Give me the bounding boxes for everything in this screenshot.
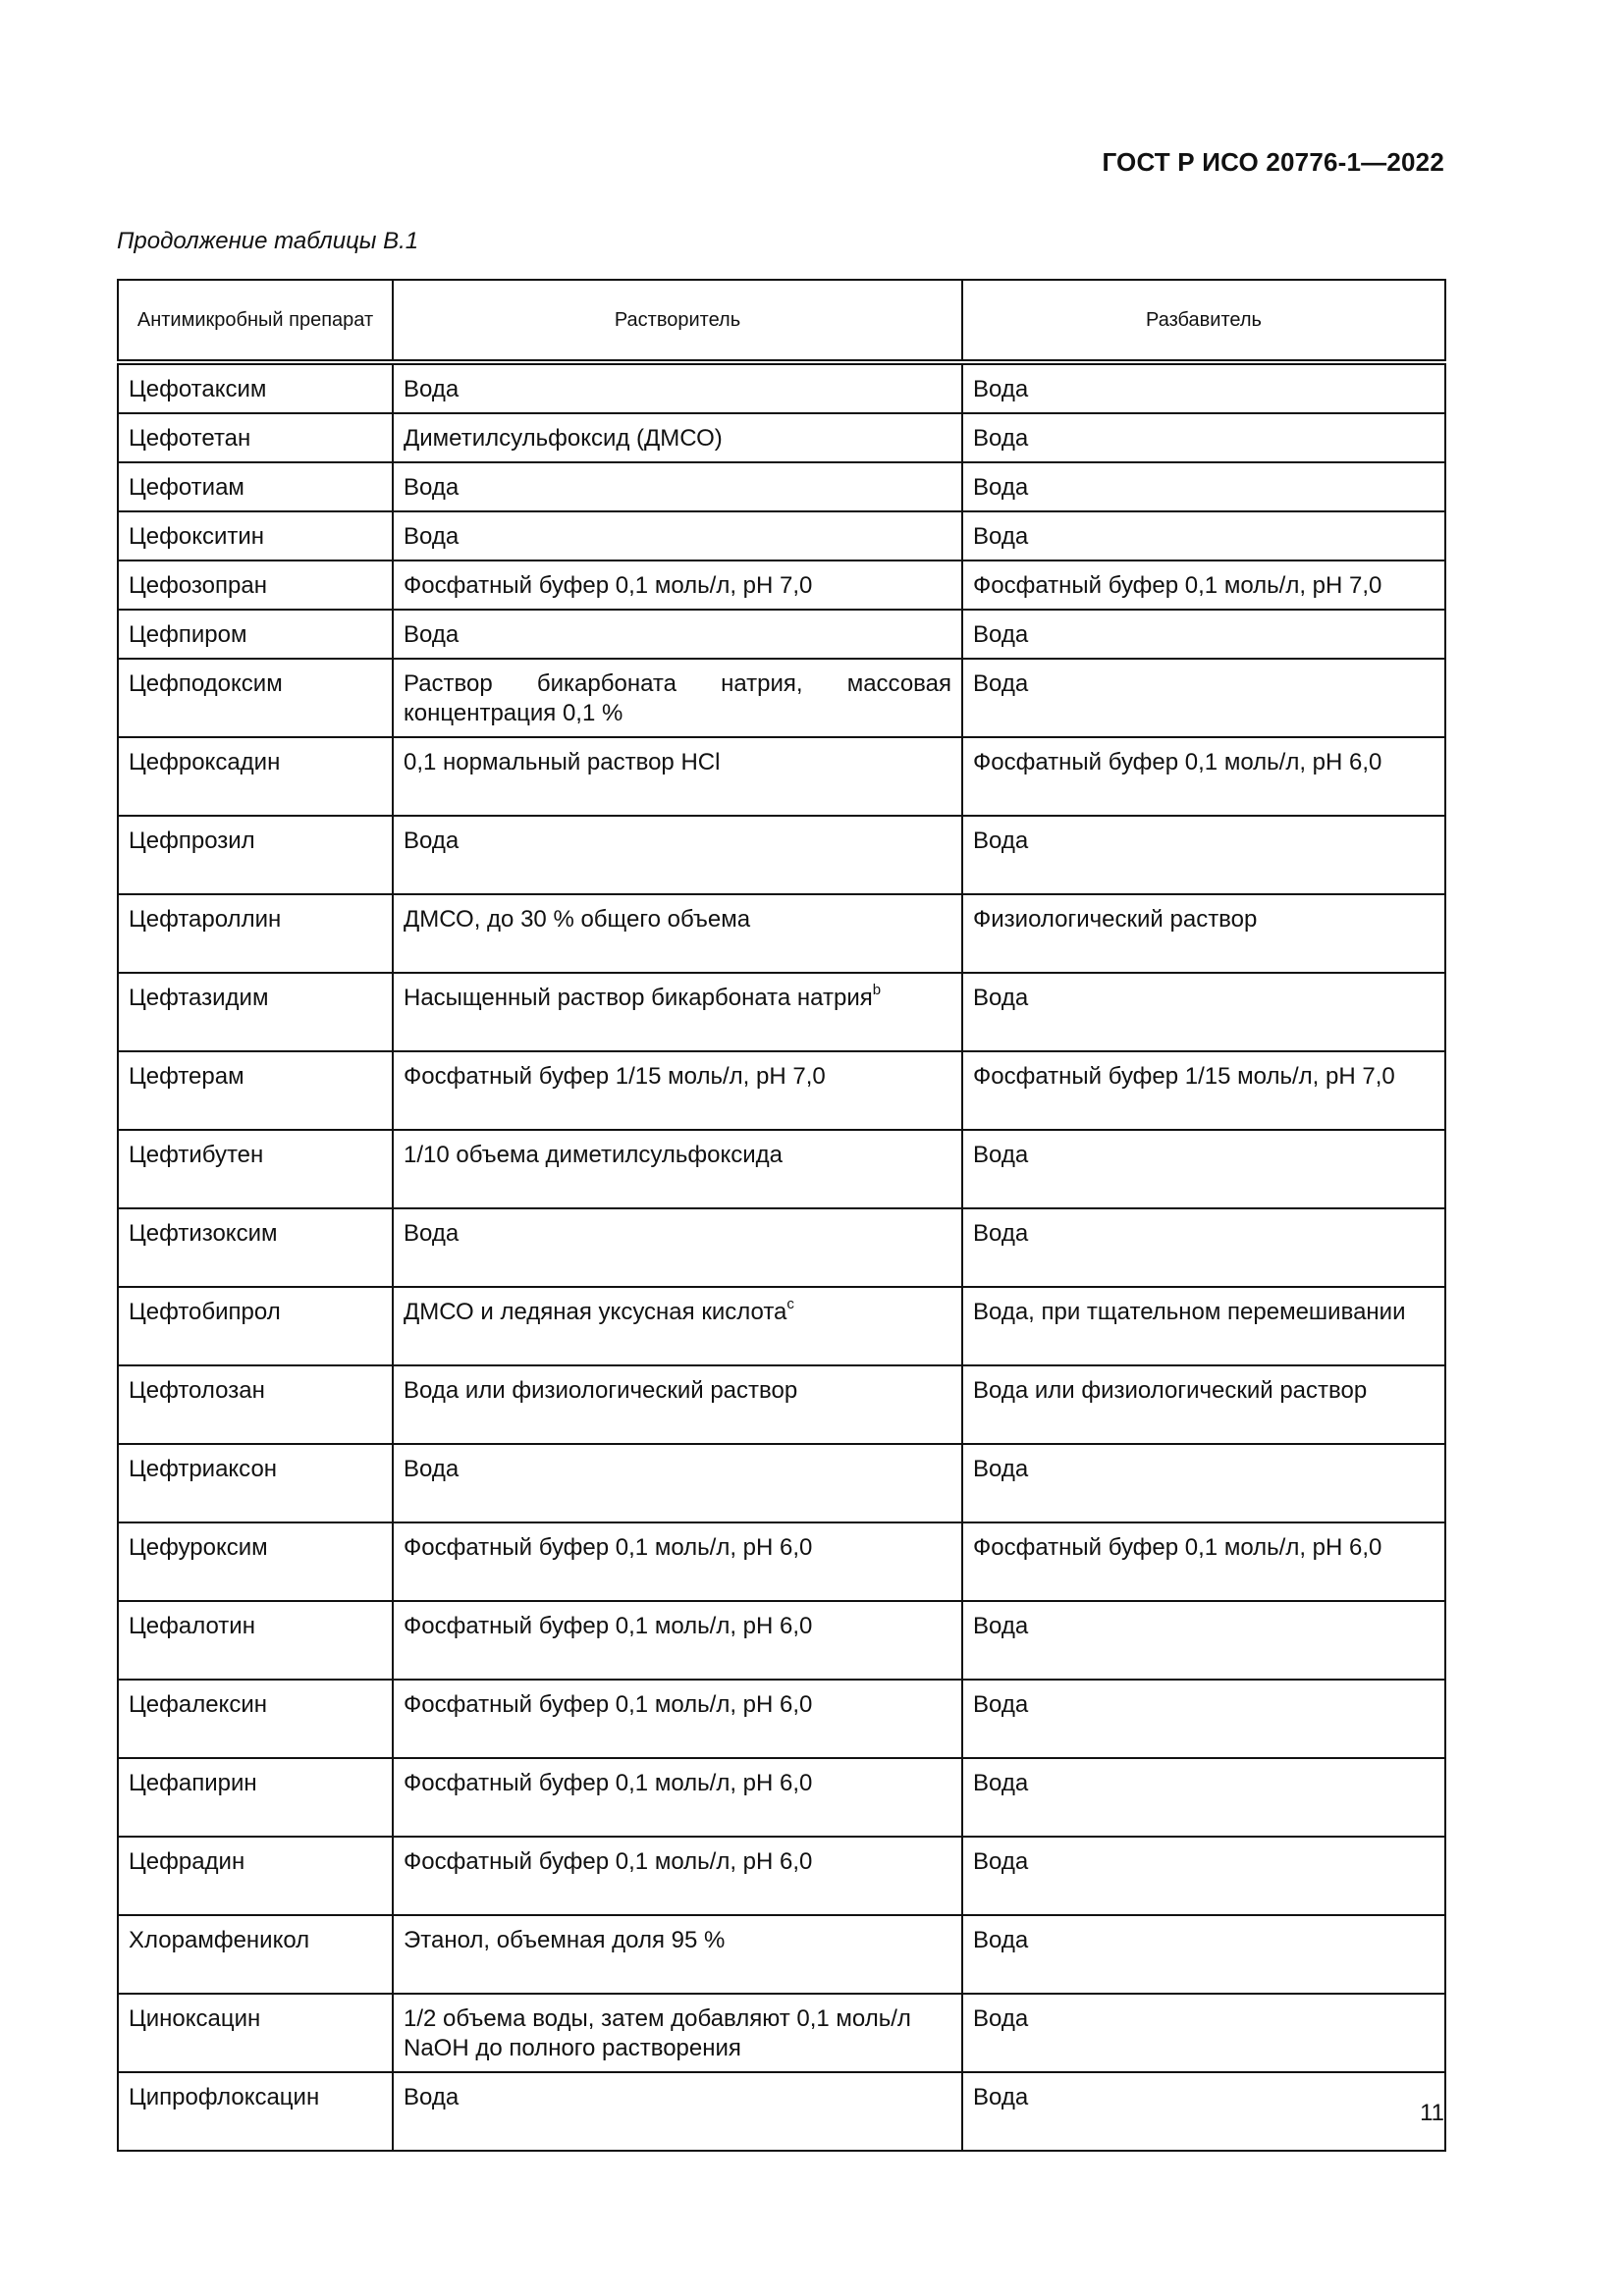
cell-drug: Цефтибутен: [118, 1130, 393, 1208]
cell-diluent: Вода: [962, 1758, 1445, 1837]
cell-solvent: Вода: [393, 511, 962, 561]
table-row: [118, 1837, 1445, 1915]
cell-diluent: Фосфатный буфер 0,1 моль/л, pH 7,0: [962, 561, 1445, 610]
table-row: [118, 511, 1445, 561]
table-row: [118, 1287, 1445, 1365]
cell-solvent: 1/2 объема воды, затем добавляют 0,1 моль/л NaOH до полного растворения: [393, 1994, 962, 2072]
cell-solvent: Раствор бикарбоната натрия, массовая концентрация 0,1 %: [393, 659, 962, 737]
cell-drug: Цефроксадин: [118, 737, 393, 816]
table-row: [118, 362, 1445, 413]
cell-diluent: Вода: [962, 511, 1445, 561]
cell-solvent: 0,1 нормальный раствор HCl: [393, 737, 962, 816]
cell-drug: Цефотиам: [118, 462, 393, 511]
cell-solvent: Вода: [393, 362, 962, 413]
table-row: [118, 1601, 1445, 1680]
cell-diluent: Вода: [962, 1680, 1445, 1758]
table-row: [118, 1994, 1445, 2072]
table-row: [118, 462, 1445, 511]
cell-diluent: Вода: [962, 1444, 1445, 1522]
cell-drug: Цефокситин: [118, 511, 393, 561]
cell-drug: Цефотетан: [118, 413, 393, 462]
table-row: [118, 737, 1445, 816]
cell-solvent: Вода или физиологический раствор: [393, 1365, 962, 1444]
column-header-drug: Антимикробный препарат: [118, 280, 393, 362]
cell-diluent: Вода: [962, 1994, 1445, 2072]
footnote-marker: b: [872, 982, 882, 998]
table-header: [118, 280, 1445, 362]
cell-solvent: Диметилсульфоксид (ДМСО): [393, 413, 962, 462]
cell-drug: Цефуроксим: [118, 1522, 393, 1601]
cell-solvent: Вода: [393, 1444, 962, 1522]
column-header-diluent: Разбавитель: [962, 280, 1445, 362]
cell-diluent: Вода: [962, 362, 1445, 413]
cell-drug: Цефтазидим: [118, 973, 393, 1051]
table-row: [118, 610, 1445, 659]
table-row: [118, 973, 1445, 1051]
table-row: [118, 1915, 1445, 1994]
table-row: [118, 413, 1445, 462]
cell-diluent: Фосфатный буфер 1/15 моль/л, pH 7,0: [962, 1051, 1445, 1130]
cell-diluent: Вода: [962, 413, 1445, 462]
cell-drug: Цефтароллин: [118, 894, 393, 973]
cell-diluent: Вода или физиологический раствор: [962, 1365, 1445, 1444]
cell-diluent: Физиологический раствор: [962, 894, 1445, 973]
cell-drug: Цефтерам: [118, 1051, 393, 1130]
table-caption: Продолжение таблицы В.1: [117, 228, 419, 254]
cell-solvent: Вода: [393, 2072, 962, 2151]
cell-solvent: Фосфатный буфер 0,1 моль/л, pH 6,0: [393, 1837, 962, 1915]
cell-solvent: Фосфатный буфер 0,1 моль/л, pH 6,0: [393, 1680, 962, 1758]
table-row: [118, 1758, 1445, 1837]
cell-solvent: Фосфатный буфер 0,1 моль/л, pH 7,0: [393, 561, 962, 610]
cell-diluent: Вода, при тщательном перемешивании: [962, 1287, 1445, 1365]
table-row: [118, 816, 1445, 894]
table-row: [118, 1365, 1445, 1444]
cell-solvent: Фосфатный буфер 1/15 моль/л, pH 7,0: [393, 1051, 962, 1130]
cell-drug: Цефозопран: [118, 561, 393, 610]
cell-drug: Циноксацин: [118, 1994, 393, 2072]
cell-drug: Цефтолозан: [118, 1365, 393, 1444]
cell-drug: Цефтобипрол: [118, 1287, 393, 1365]
cell-drug: Цефапирин: [118, 1758, 393, 1837]
cell-diluent: Вода: [962, 1208, 1445, 1287]
table-row: [118, 1051, 1445, 1130]
cell-drug: Цефподоксим: [118, 659, 393, 737]
cell-solvent: Вода: [393, 610, 962, 659]
table-row: [118, 1680, 1445, 1758]
table-row: [118, 894, 1445, 973]
table-row: [118, 1522, 1445, 1601]
cell-drug: Цефтизоксим: [118, 1208, 393, 1287]
cell-drug: Цефрадин: [118, 1837, 393, 1915]
cell-diluent: Вода: [962, 462, 1445, 511]
cell-drug: Цефалексин: [118, 1680, 393, 1758]
cell-solvent: Этанол, объемная доля 95 %: [393, 1915, 962, 1994]
table-body: [118, 362, 1445, 2151]
cell-solvent: [393, 973, 962, 1051]
cell-diluent: Вода: [962, 659, 1445, 737]
cell-drug: Хлорамфеникол: [118, 1915, 393, 1994]
cell-diluent: Вода: [962, 973, 1445, 1051]
table-row: [118, 659, 1445, 737]
cell-drug: Цефтриаксон: [118, 1444, 393, 1522]
cell-drug: Цефалотин: [118, 1601, 393, 1680]
cell-diluent: Вода: [962, 816, 1445, 894]
cell-solvent: Фосфатный буфер 0,1 моль/л, pH 6,0: [393, 1601, 962, 1680]
cell-diluent: Вода: [962, 1130, 1445, 1208]
cell-solvent: ДМСО, до 30 % общего объема: [393, 894, 962, 973]
cell-diluent: Фосфатный буфер 0,1 моль/л, pH 6,0: [962, 1522, 1445, 1601]
document-standard-header: ГОСТ Р ИСО 20776-1—2022: [1102, 147, 1444, 177]
cell-solvent: Фосфатный буфер 0,1 моль/л, pH 6,0: [393, 1758, 962, 1837]
cell-solvent-text: ДМСО и ледяная уксусная кислота: [404, 1299, 787, 1325]
cell-drug: Цефотаксим: [118, 362, 393, 413]
cell-solvent: Вода: [393, 816, 962, 894]
cell-solvent: 1/10 объема диметилсульфоксида: [393, 1130, 962, 1208]
cell-diluent: Вода: [962, 2072, 1445, 2151]
footnote-marker: c: [786, 1296, 794, 1312]
table-row: [118, 2072, 1445, 2151]
table-row: [118, 1130, 1445, 1208]
cell-solvent: Вода: [393, 462, 962, 511]
cell-diluent: Вода: [962, 1837, 1445, 1915]
cell-diluent: Вода: [962, 1915, 1445, 1994]
cell-drug: Ципрофлоксацин: [118, 2072, 393, 2151]
cell-solvent: [393, 1287, 962, 1365]
cell-diluent: Вода: [962, 1601, 1445, 1680]
page-number: 11: [1420, 2100, 1444, 2126]
cell-solvent: Фосфатный буфер 0,1 моль/л, pH 6,0: [393, 1522, 962, 1601]
cell-diluent: Вода: [962, 610, 1445, 659]
table-row: [118, 561, 1445, 610]
column-header-solvent: Растворитель: [393, 280, 962, 362]
cell-solvent-text: Насыщенный раствор бикарбоната натрия: [404, 985, 873, 1011]
cell-solvent: Вода: [393, 1208, 962, 1287]
cell-diluent: Фосфатный буфер 0,1 моль/л, pH 6,0: [962, 737, 1445, 816]
antimicrobial-solvents-table: [117, 279, 1446, 2152]
table-row: [118, 1208, 1445, 1287]
cell-drug: Цефпиром: [118, 610, 393, 659]
cell-drug: Цефпрозил: [118, 816, 393, 894]
table-row: [118, 1444, 1445, 1522]
